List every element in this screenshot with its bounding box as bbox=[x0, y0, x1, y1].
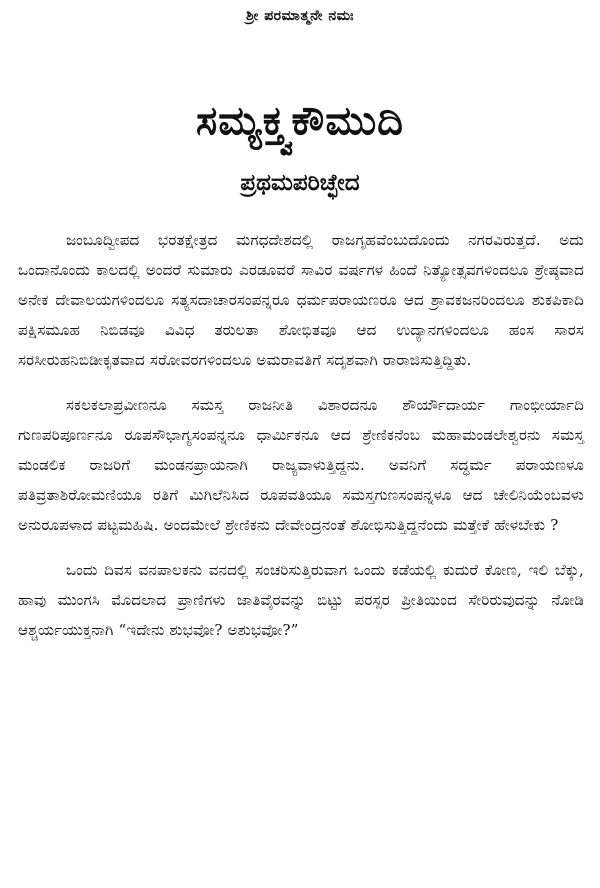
invocation-header: ಶ್ರೀ ಪರಮಾತ್ಮನೇ ನಮಃ bbox=[246, 8, 354, 24]
paragraph: ಒಂದು ದಿವಸ ವನಪಾಲಕನು ವನದಲ್ಲಿ ಸಂಚರಿಸುತ್ತಿರುವಾಗ ಒಂದು ಕಡೆಯಲ್ಲಿ ಕುದುರೆ ಕೋಣ, ಇಲಿ ಬೆಕ್ಕು, ಹಾವು ಮುಂಗಸಿ ಮೊದಲಾದ ಪ್ರಾಣಿಗಳು ಜಾತಿವೈರವನ್ನು ಬಿಟ್ಟು ಪರಸ್ಪರ ಪ್ರೀತಿಯಿಂದ ಸೇರಿರುವುದನ್ನು ನೋಡಿ ಆಶ್ಚರ್ಯಯುಕ್ತನಾಗಿ “ಇದೇನು ಶುಭವೋ? ಅಶುಭವೋ?” bbox=[18, 561, 584, 639]
book-title: ಸಮ್ಯಕ್ತ್ವಕೌಮುದಿ bbox=[195, 98, 405, 144]
paragraph: ಜಂಬೂದ್ವೀಪದ ಭರತಕ್ಷೇತ್ರದ ಮಗಧದೇಶದಲ್ಲಿ ರಾಜಗೃಹವೆಂಬುದೊಂದು ನಗರವಿರುತ್ತದೆ. ಅದು ಒಂದಾನೊಂದು ಕಾಲದಲ್ಲಿ ಅಂದರೆ ಸುಮಾರು ಎರಡೂವರೆ ಸಾವಿರ ವರ್ಷಗಳ ಹಿಂದೆ ನಿತ್ಯೋತ್ಸವಗಳಿಂದಲೂ ಶ್ರೇಷ್ಠವಾದ ಅನೇಕ ದೇವಾಲಯಗಳಿಂದಲೂ ಸತ್ಯಸದಾಚಾರಸಂಪನ್ನರೂ ಧರ್ಮಪರಾಯಣರೂ ಆದ ಶ್ರಾವಕಜನರಿಂದಲೂ ಶುಕಪಿಕಾದಿ ಪಕ್ಷಿಸಮೂಹ ನಿಬಿಡವೂ ವಿವಿಧ ತರುಲತಾ ಶೋಭಿತವೂ ಆದ ಉದ್ಯಾನಗಳಿಂದಲೂ ಹಂಸ ಸಾರಸ ಸರಸೀರುಹನಿಬಿಡೀಕೃತವಾದ ಸರೋವರಗಳಿಂದಲೂ ಅಮರಾವತಿಗೆ ಸದೃಶವಾಗಿ ರಾರಾಜಿಸುತ್ತಿದ್ದಿತು. bbox=[18, 231, 584, 369]
paragraph: ಸಕಲಕಲಾಪ್ರವೀಣನೂ ಸಮಸ್ತ ರಾಜನೀತಿ ವಿಶಾರದನೂ ಶೌರ್ಯೌದಾರ್ಯ ಗಾಂಭೀರ್ಯಾದಿ ಗುಣಪರಿಪೂರ್ಣನೂ ರೂಪಸೌಭಾಗ್ಯಸಂಪನ್ನನೂ ಧಾರ್ಮಿಕನೂ ಆದ ಶ್ರೇಣಿಕನೆಂಬ ಮಹಾಮಂಡಲೇಶ್ವರನು ಸಮಸ್ತ ಮಂಡಲಿಕ ರಾಜರಿಗೆ ಮಂಡನಪ್ರಾಯನಾಗಿ ರಾಜ್ಯವಾಳುತ್ತಿದ್ದನು. ಅವನಿಗೆ ಸದ್ಧರ್ಮ ಪರಾಯಣಳೂ ಪತಿವ್ರತಾಶಿರೋಮಣಿಯೂ ರತಿಗೆ ಮಿಗಿಲೆನಿಸಿದ ರೂಪವತಿಯೂ ಸಮಸ್ತಗುಣಸಂಪನ್ನಳೂ ಆದ ಚೇಲಿನಿಯೆಂಬವಳು ಅನುರೂಪಳಾದ ಪಟ್ಟಮಹಿಷಿ. ಅಂದಮೇಲೆ ಶ್ರೇಣಿಕನು ದೇವೇಂದ್ರನಂತೆ ಶೋಭಿಸುತ್ತಿದ್ದನೆಂದು ಮತ್ತೇಕೆ ಹೇಳಬೇಕು ? bbox=[18, 396, 584, 534]
body-text bbox=[18, 225, 584, 645]
chapter-heading: ಪ್ರಥಮಪರಿಚ್ಛೇದ bbox=[240, 170, 360, 196]
